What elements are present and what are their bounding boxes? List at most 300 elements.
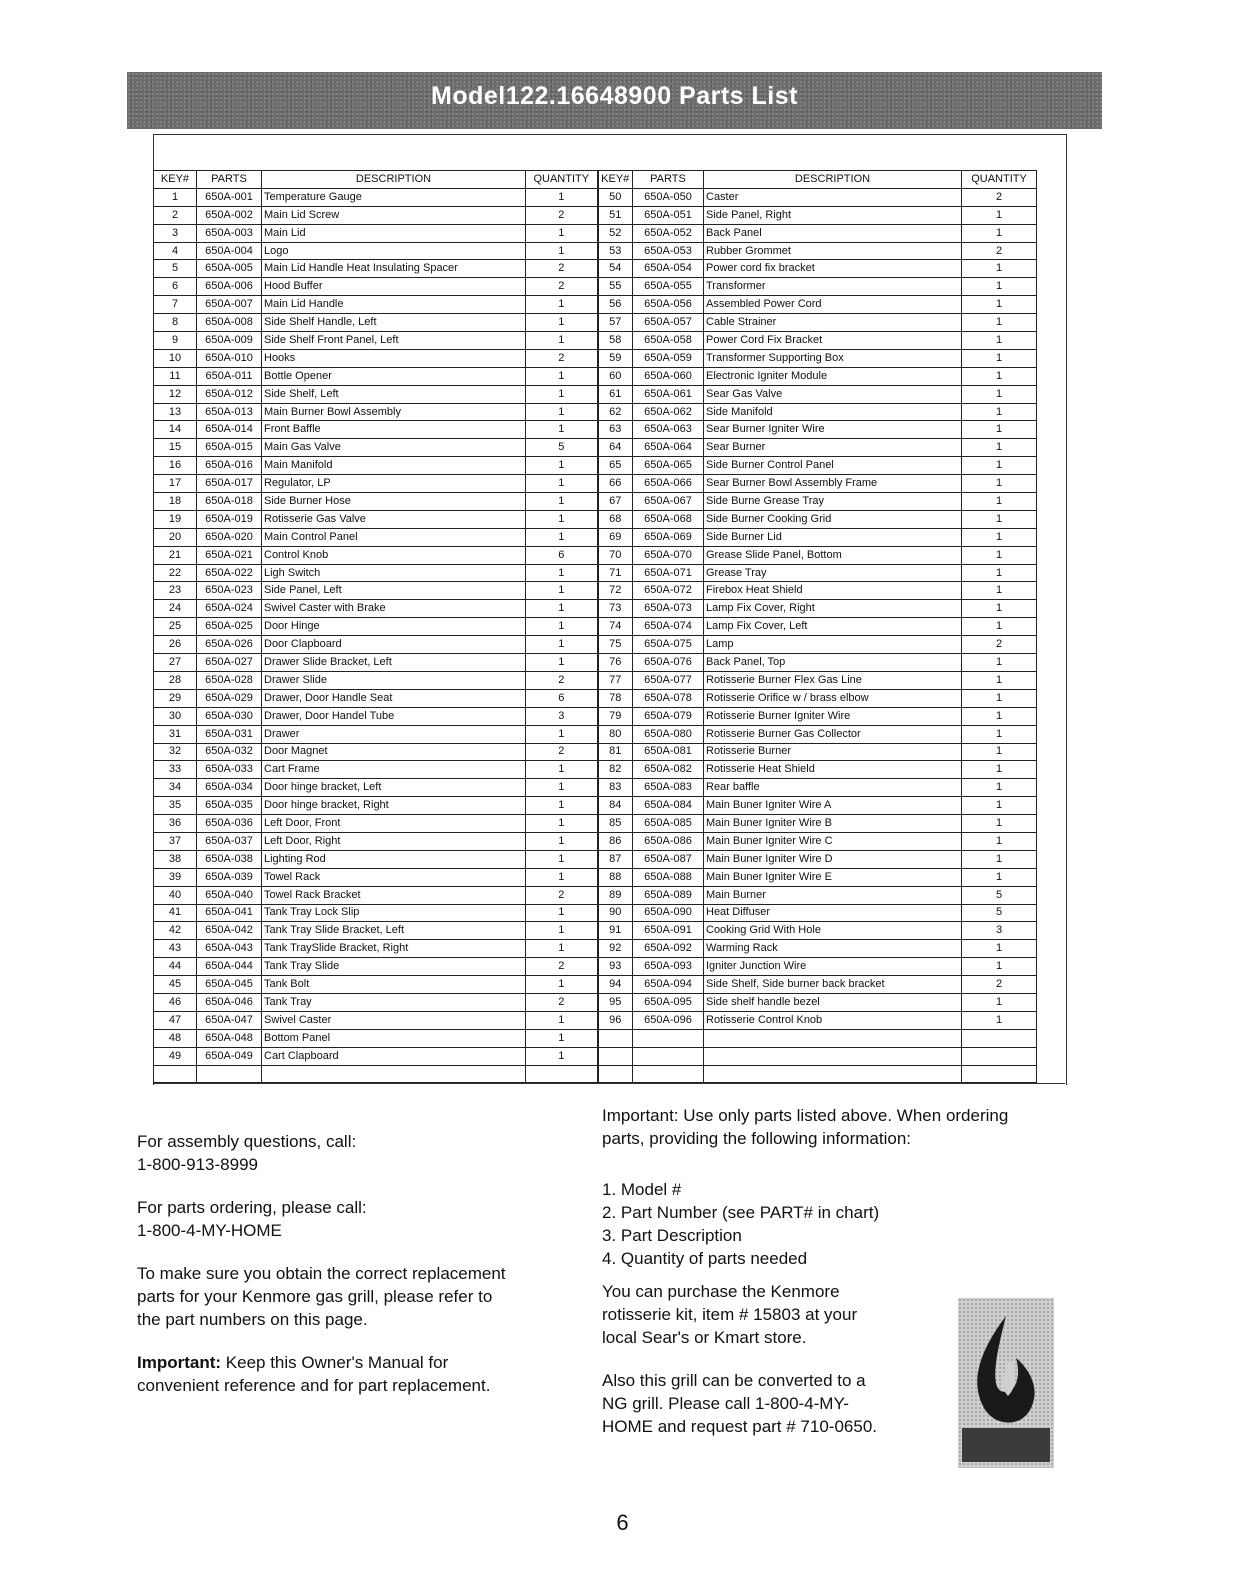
table-row	[154, 224, 1037, 242]
key-cell: 58	[598, 332, 633, 350]
description-cell: Main Buner Igniter Wire B	[704, 815, 962, 833]
part-number-cell: 650A-040	[197, 886, 262, 904]
quantity-cell: 1	[526, 385, 598, 403]
quantity-cell	[526, 1065, 598, 1083]
quantity-cell: 1	[962, 582, 1037, 600]
quantity-cell: 1	[962, 1011, 1037, 1029]
key-cell: 86	[598, 832, 633, 850]
part-number-cell: 650A-088	[633, 868, 704, 886]
key-cell: 91	[598, 922, 633, 940]
table-row	[154, 886, 1037, 904]
key-cell: 82	[598, 761, 633, 779]
part-number-cell: 650A-085	[633, 815, 704, 833]
part-number-cell	[197, 1065, 262, 1083]
description-cell: Bottle Opener	[262, 367, 526, 385]
description-cell: Transformer Supporting Box	[704, 349, 962, 367]
quantity-cell: 6	[526, 546, 598, 564]
description-cell: Main Lid Handle Heat Insulating Spacer	[262, 260, 526, 278]
part-number-cell: 650A-058	[633, 332, 704, 350]
kit-text: You can purchase the Kenmore	[602, 1282, 840, 1301]
part-number-cell: 650A-020	[197, 528, 262, 546]
quantity-cell: 1	[526, 797, 598, 815]
key-cell: 94	[598, 976, 633, 994]
quantity-cell: 1	[962, 671, 1037, 689]
part-number-cell: 650A-080	[633, 725, 704, 743]
quantity-cell: 1	[526, 761, 598, 779]
key-cell: 53	[598, 242, 633, 260]
table-row	[154, 314, 1037, 332]
key-cell: 26	[154, 636, 197, 654]
key-cell: 8	[154, 314, 197, 332]
part-number-cell: 650A-043	[197, 940, 262, 958]
part-number-cell: 650A-066	[633, 475, 704, 493]
quantity-cell: 1	[526, 636, 598, 654]
description-cell	[704, 1029, 962, 1047]
key-cell: 24	[154, 600, 197, 618]
key-cell: 12	[154, 385, 197, 403]
ordering-intro: Important: Use only parts listed above. When ordering	[602, 1106, 1009, 1125]
table-row	[154, 725, 1037, 743]
key-cell: 63	[598, 421, 633, 439]
info-item: 2. Part Number (see PART# in chart)	[602, 1203, 880, 1222]
quantity-cell: 1	[962, 850, 1037, 868]
table-row	[154, 278, 1037, 296]
key-cell: 44	[154, 958, 197, 976]
description-cell: Tank Tray Lock Slip	[262, 904, 526, 922]
key-cell: 50	[598, 188, 633, 206]
description-cell: Side Shelf Front Panel, Left	[262, 332, 526, 350]
part-number-cell: 650A-042	[197, 922, 262, 940]
part-number-cell: 650A-060	[633, 367, 704, 385]
key-cell: 21	[154, 546, 197, 564]
key-cell: 79	[598, 707, 633, 725]
quantity-cell: 1	[962, 958, 1037, 976]
part-number-cell: 650A-007	[197, 296, 262, 314]
description-cell: Side Manifold	[704, 403, 962, 421]
part-number-cell: 650A-051	[633, 206, 704, 224]
part-number-cell: 650A-049	[197, 1047, 262, 1065]
key-cell: 95	[598, 993, 633, 1011]
key-cell: 25	[154, 618, 197, 636]
description-cell: Drawer, Door Handel Tube	[262, 707, 526, 725]
table-row	[154, 993, 1037, 1011]
header-row	[154, 171, 1037, 189]
description-cell: Main Buner Igniter Wire C	[704, 832, 962, 850]
key-cell: 64	[598, 439, 633, 457]
key-cell: 17	[154, 475, 197, 493]
part-number-cell: 650A-063	[633, 421, 704, 439]
quantity-cell: 1	[526, 940, 598, 958]
description-cell	[704, 1065, 962, 1083]
key-cell: 41	[154, 904, 197, 922]
part-number-cell: 650A-036	[197, 815, 262, 833]
part-number-cell	[633, 1029, 704, 1047]
quantity-cell: 1	[526, 564, 598, 582]
table-row	[154, 510, 1037, 528]
quantity-cell: 1	[526, 868, 598, 886]
description-cell: Towel Rack	[262, 868, 526, 886]
quantity-cell: 1	[526, 510, 598, 528]
description-cell: Side Burner Cooking Grid	[704, 510, 962, 528]
key-cell: 77	[598, 671, 633, 689]
header-key: KEY#	[154, 171, 197, 189]
part-number-cell: 650A-048	[197, 1029, 262, 1047]
description-cell: Back Panel, Top	[704, 654, 962, 672]
description-cell: Tank Tray Slide Bracket, Left	[262, 922, 526, 940]
description-cell: Door hinge bracket, Left	[262, 779, 526, 797]
table-row	[154, 546, 1037, 564]
quantity-cell: 1	[526, 367, 598, 385]
part-number-cell: 650A-009	[197, 332, 262, 350]
part-number-cell: 650A-031	[197, 725, 262, 743]
important-note	[137, 1351, 506, 1374]
quantity-cell: 1	[962, 278, 1037, 296]
description-cell: Swivel Caster with Brake	[262, 600, 526, 618]
description-cell: Grease Slide Panel, Bottom	[704, 546, 962, 564]
quantity-cell: 1	[526, 1029, 598, 1047]
part-number-cell: 650A-052	[633, 224, 704, 242]
quantity-cell: 2	[526, 886, 598, 904]
description-cell: Side Panel, Right	[704, 206, 962, 224]
table-row	[154, 564, 1037, 582]
table-row	[154, 367, 1037, 385]
key-cell: 60	[598, 367, 633, 385]
table-row	[154, 1029, 1037, 1047]
quantity-cell: 1	[526, 904, 598, 922]
description-cell: Lamp	[704, 636, 962, 654]
part-number-cell: 650A-008	[197, 314, 262, 332]
key-cell: 59	[598, 349, 633, 367]
part-number-cell: 650A-012	[197, 385, 262, 403]
part-number-cell: 650A-028	[197, 671, 262, 689]
quantity-cell: 2	[962, 242, 1037, 260]
quantity-cell: 1	[962, 654, 1037, 672]
description-cell: Side Shelf, Side burner back bracket	[704, 976, 962, 994]
part-number-cell: 650A-089	[633, 886, 704, 904]
key-cell: 52	[598, 224, 633, 242]
description-cell: Transformer	[704, 278, 962, 296]
description-cell: Side Burner Hose	[262, 493, 526, 511]
key-cell: 19	[154, 510, 197, 528]
key-cell: 81	[598, 743, 633, 761]
quantity-cell: 1	[962, 707, 1037, 725]
part-number-cell: 650A-057	[633, 314, 704, 332]
table-row	[154, 922, 1037, 940]
page-title: Model122.16648900 Parts List	[431, 82, 798, 110]
key-cell: 42	[154, 922, 197, 940]
part-number-cell: 650A-045	[197, 976, 262, 994]
part-number-cell: 650A-083	[633, 779, 704, 797]
key-cell: 70	[598, 546, 633, 564]
description-cell: Tank Bolt	[262, 976, 526, 994]
key-cell: 43	[154, 940, 197, 958]
table-row	[154, 260, 1037, 278]
part-number-cell: 650A-021	[197, 546, 262, 564]
description-cell: Main Buner Igniter Wire A	[704, 797, 962, 815]
key-cell: 76	[598, 654, 633, 672]
part-number-cell: 650A-069	[633, 528, 704, 546]
header-parts: PARTS	[197, 171, 262, 189]
key-cell: 7	[154, 296, 197, 314]
part-number-cell: 650A-013	[197, 403, 262, 421]
info-item: 1. Model #	[602, 1180, 682, 1199]
quantity-cell: 1	[962, 546, 1037, 564]
part-number-cell: 650A-053	[633, 242, 704, 260]
description-cell: Back Panel	[704, 224, 962, 242]
part-number-cell: 650A-022	[197, 564, 262, 582]
description-cell: Sear Gas Valve	[704, 385, 962, 403]
title-banner	[127, 72, 1102, 129]
key-cell: 74	[598, 618, 633, 636]
key-cell	[598, 1047, 633, 1065]
part-number-cell: 650A-016	[197, 457, 262, 475]
part-number-cell: 650A-056	[633, 296, 704, 314]
table-row	[154, 493, 1037, 511]
description-cell: Drawer	[262, 725, 526, 743]
key-cell: 69	[598, 528, 633, 546]
part-number-cell: 650A-084	[633, 797, 704, 815]
quantity-cell: 1	[526, 654, 598, 672]
quantity-cell: 5	[962, 886, 1037, 904]
header-quantity: QUANTITY	[526, 171, 598, 189]
table-row	[154, 1047, 1037, 1065]
part-number-cell: 650A-078	[633, 689, 704, 707]
table-row	[154, 600, 1037, 618]
description-cell: Side Burner Lid	[704, 528, 962, 546]
quantity-cell: 1	[962, 260, 1037, 278]
quantity-cell: 5	[962, 904, 1037, 922]
key-cell: 45	[154, 976, 197, 994]
key-cell: 16	[154, 457, 197, 475]
quantity-cell: 1	[962, 779, 1037, 797]
description-cell: Main Lid Handle	[262, 296, 526, 314]
part-number-cell: 650A-047	[197, 1011, 262, 1029]
part-number-cell: 650A-073	[633, 600, 704, 618]
description-cell: Tank TraySlide Bracket, Right	[262, 940, 526, 958]
key-cell: 54	[598, 260, 633, 278]
table-row	[154, 349, 1037, 367]
quantity-cell: 2	[526, 206, 598, 224]
key-cell: 9	[154, 332, 197, 350]
description-cell: Ligh Switch	[262, 564, 526, 582]
key-cell: 80	[598, 725, 633, 743]
quantity-cell: 1	[962, 421, 1037, 439]
key-cell: 13	[154, 403, 197, 421]
key-cell: 14	[154, 421, 197, 439]
quantity-cell: 2	[526, 260, 598, 278]
key-cell	[598, 1065, 633, 1083]
part-number-cell: 650A-070	[633, 546, 704, 564]
description-cell: Sear Burner Bowl Assembly Frame	[704, 475, 962, 493]
description-cell: Front Baffle	[262, 421, 526, 439]
quantity-cell: 1	[526, 832, 598, 850]
key-cell: 10	[154, 349, 197, 367]
part-number-cell: 650A-024	[197, 600, 262, 618]
part-number-cell: 650A-029	[197, 689, 262, 707]
key-cell: 46	[154, 993, 197, 1011]
conversion-text: Also this grill can be converted to a	[602, 1371, 866, 1390]
description-cell: Hood Buffer	[262, 278, 526, 296]
part-number-cell: 650A-005	[197, 260, 262, 278]
quantity-cell: 1	[962, 725, 1037, 743]
assembly-label: For assembly questions, call:	[137, 1132, 357, 1151]
table-row	[154, 332, 1037, 350]
quantity-cell: 1	[526, 850, 598, 868]
description-cell: Warming Rack	[704, 940, 962, 958]
quantity-cell: 1	[962, 296, 1037, 314]
description-cell: Left Door, Right	[262, 832, 526, 850]
flame-logo-icon	[958, 1298, 1054, 1468]
description-cell: Assembled Power Cord	[704, 296, 962, 314]
key-cell: 5	[154, 260, 197, 278]
key-cell: 90	[598, 904, 633, 922]
key-cell: 23	[154, 582, 197, 600]
description-cell: Cart Clapboard	[262, 1047, 526, 1065]
part-number-cell: 650A-002	[197, 206, 262, 224]
quantity-cell: 1	[962, 224, 1037, 242]
flame-icon	[958, 1298, 1054, 1468]
key-cell: 33	[154, 761, 197, 779]
key-cell: 57	[598, 314, 633, 332]
description-cell: Rubber Grommet	[704, 242, 962, 260]
table-row	[154, 439, 1037, 457]
table-row	[154, 671, 1037, 689]
part-number-cell: 650A-064	[633, 439, 704, 457]
key-cell: 78	[598, 689, 633, 707]
quantity-cell: 2	[526, 278, 598, 296]
part-number-cell: 650A-026	[197, 636, 262, 654]
description-cell: Rotisserie Burner Gas Collector	[704, 725, 962, 743]
quantity-cell: 2	[526, 349, 598, 367]
key-cell: 40	[154, 886, 197, 904]
description-cell: Tank Tray Slide	[262, 958, 526, 976]
key-cell: 71	[598, 564, 633, 582]
important-label: Important:	[137, 1353, 222, 1372]
quantity-cell: 1	[526, 403, 598, 421]
description-cell: Sear Burner Igniter Wire	[704, 421, 962, 439]
table-row	[154, 654, 1037, 672]
part-number-cell: 650A-074	[633, 618, 704, 636]
description-cell: Power Cord Fix Bracket	[704, 332, 962, 350]
quantity-cell: 1	[962, 743, 1037, 761]
quantity-cell: 1	[962, 367, 1037, 385]
key-cell: 62	[598, 403, 633, 421]
key-cell: 83	[598, 779, 633, 797]
part-number-cell: 650A-055	[633, 278, 704, 296]
quantity-cell: 1	[962, 475, 1037, 493]
quantity-cell: 1	[526, 600, 598, 618]
key-cell: 75	[598, 636, 633, 654]
part-number-cell	[633, 1047, 704, 1065]
footer-right	[602, 1104, 1008, 1438]
description-cell: Main Lid Screw	[262, 206, 526, 224]
header-quantity: QUANTITY	[962, 171, 1037, 189]
quantity-cell: 1	[962, 206, 1037, 224]
description-cell: Temperature Gauge	[262, 188, 526, 206]
part-number-cell: 650A-004	[197, 242, 262, 260]
description-cell: Door Clapboard	[262, 636, 526, 654]
table-row	[154, 743, 1037, 761]
quantity-cell	[962, 1065, 1037, 1083]
description-cell: Firebox Heat Shield	[704, 582, 962, 600]
key-cell: 31	[154, 725, 197, 743]
key-cell	[154, 1065, 197, 1083]
key-cell: 3	[154, 224, 197, 242]
part-number-cell: 650A-059	[633, 349, 704, 367]
quantity-cell: 1	[526, 779, 598, 797]
ordering-intro: parts, providing the following information:	[602, 1129, 911, 1148]
description-cell: Door Magnet	[262, 743, 526, 761]
key-cell: 1	[154, 188, 197, 206]
description-cell: Tank Tray	[262, 993, 526, 1011]
part-number-cell: 650A-027	[197, 654, 262, 672]
description-cell: Bottom Panel	[262, 1029, 526, 1047]
key-cell: 20	[154, 528, 197, 546]
quantity-cell: 1	[526, 582, 598, 600]
part-number-cell: 650A-001	[197, 188, 262, 206]
key-cell: 72	[598, 582, 633, 600]
ordering-label: For parts ordering, please call:	[137, 1198, 367, 1217]
quantity-cell: 1	[962, 510, 1037, 528]
table-row	[154, 832, 1037, 850]
key-cell: 37	[154, 832, 197, 850]
part-number-cell: 650A-090	[633, 904, 704, 922]
description-cell: Rotisserie Orifice w / brass elbow	[704, 689, 962, 707]
quantity-cell: 1	[526, 332, 598, 350]
part-number-cell: 650A-086	[633, 832, 704, 850]
description-cell: Rear baffle	[704, 779, 962, 797]
kit-text: rotisserie kit, item # 15803 at your	[602, 1305, 858, 1324]
quantity-cell	[962, 1029, 1037, 1047]
description-cell: Grease Tray	[704, 564, 962, 582]
table-row	[154, 242, 1037, 260]
part-number-cell: 650A-033	[197, 761, 262, 779]
info-item: 4. Quantity of parts needed	[602, 1249, 808, 1268]
table-row	[154, 940, 1037, 958]
key-cell: 35	[154, 797, 197, 815]
key-cell: 36	[154, 815, 197, 833]
description-cell: Side Burner Control Panel	[704, 457, 962, 475]
description-cell: Cooking Grid With Hole	[704, 922, 962, 940]
description-cell: Side Shelf, Left	[262, 385, 526, 403]
key-cell: 87	[598, 850, 633, 868]
table-row	[154, 475, 1037, 493]
key-cell: 39	[154, 868, 197, 886]
table-row	[154, 457, 1037, 475]
description-cell: Rotisserie Burner Flex Gas Line	[704, 671, 962, 689]
table-row	[154, 815, 1037, 833]
quantity-cell: 1	[962, 761, 1037, 779]
key-cell	[598, 1029, 633, 1047]
description-cell: Main Burner	[704, 886, 962, 904]
quantity-cell: 1	[962, 993, 1037, 1011]
quantity-cell: 1	[962, 868, 1037, 886]
table-row	[154, 421, 1037, 439]
quantity-cell: 1	[962, 403, 1037, 421]
description-cell: Door hinge bracket, Right	[262, 797, 526, 815]
quantity-cell: 1	[962, 564, 1037, 582]
description-cell: Drawer Slide	[262, 671, 526, 689]
table-row	[154, 797, 1037, 815]
description-cell: Rotisserie Burner Igniter Wire	[704, 707, 962, 725]
description-cell: Left Door, Front	[262, 815, 526, 833]
description-cell: Main Manifold	[262, 457, 526, 475]
part-number-cell: 650A-093	[633, 958, 704, 976]
part-number-cell: 650A-050	[633, 188, 704, 206]
key-cell: 15	[154, 439, 197, 457]
key-cell: 85	[598, 815, 633, 833]
description-cell: Side Burne Grease Tray	[704, 493, 962, 511]
